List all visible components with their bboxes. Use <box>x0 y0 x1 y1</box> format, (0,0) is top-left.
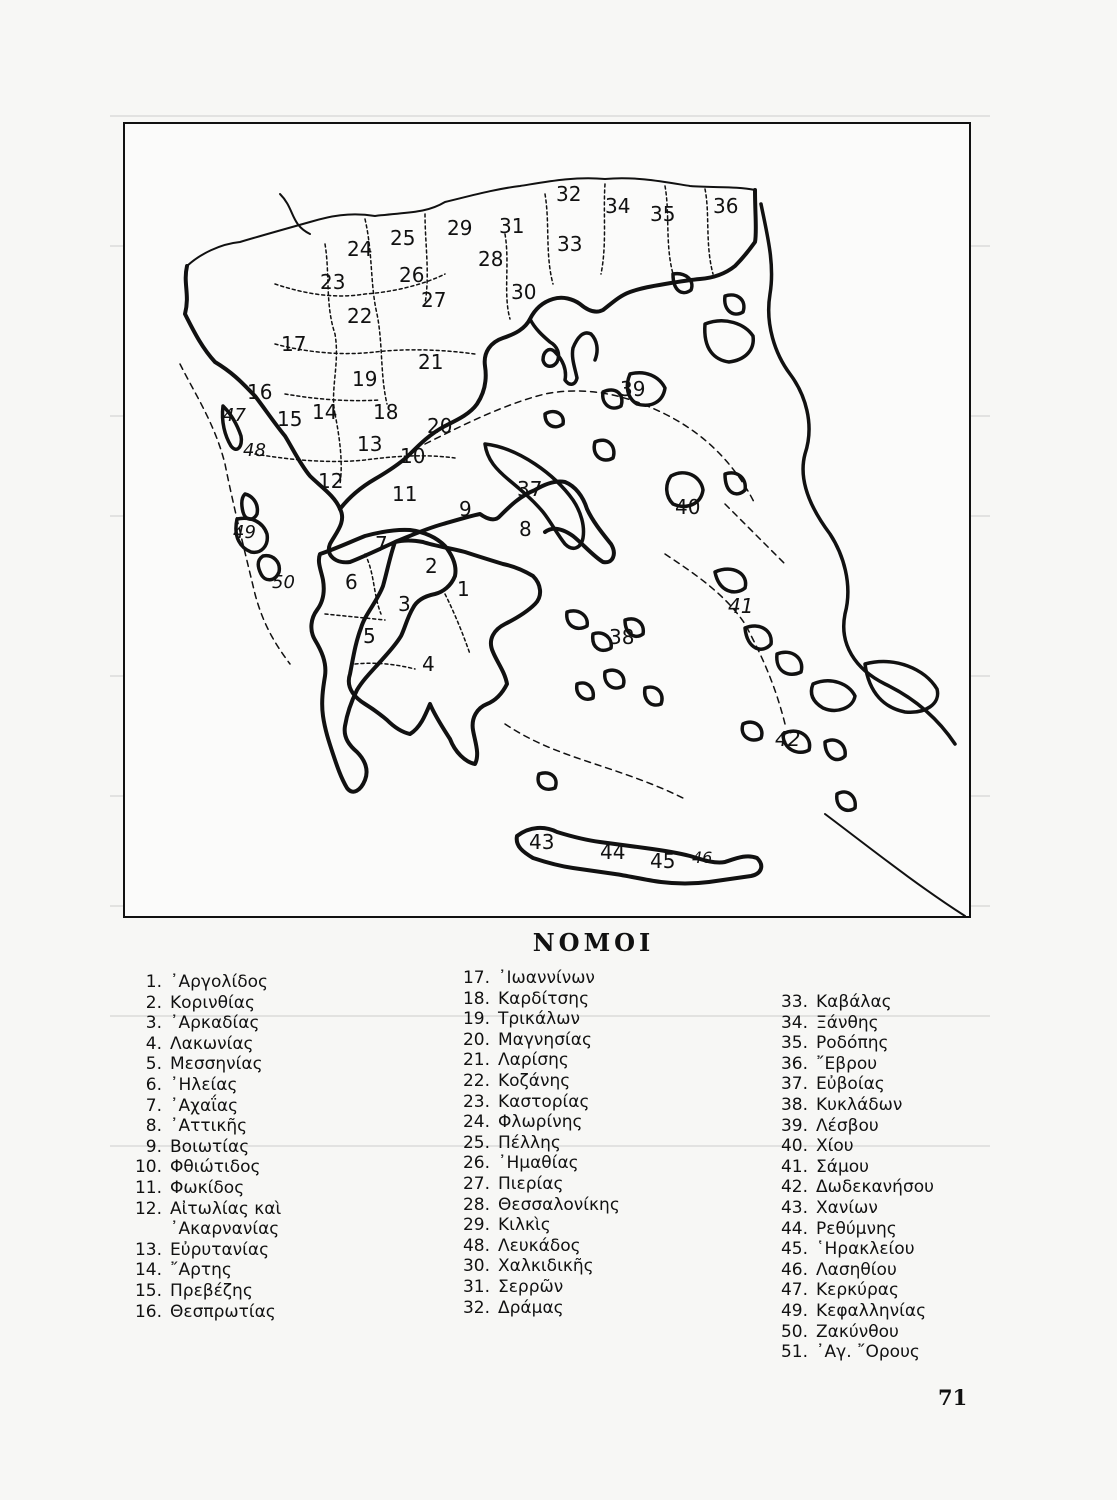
prefecture-name: Σερρῶν <box>498 1276 564 1297</box>
prefecture-entry <box>440 1071 620 1092</box>
map-label-12: 12 <box>318 469 344 493</box>
map-label-1: 1 <box>457 577 470 601</box>
prefecture-number: 16. <box>134 1301 162 1322</box>
prefecture-name: Πέλλης <box>498 1132 561 1153</box>
prefecture-entry <box>122 1054 281 1075</box>
prefecture-entry <box>440 1153 620 1174</box>
map-label-43: 43 <box>529 830 555 854</box>
prefecture-number: 18. <box>462 988 490 1009</box>
prefecture-entry <box>122 1178 281 1199</box>
prefecture-number: 31. <box>462 1276 490 1297</box>
prefecture-name: Μεσσηνίας <box>170 1054 263 1075</box>
prefecture-entry <box>122 1013 281 1034</box>
map-label-47: 47 <box>223 405 246 426</box>
map-label-21: 21 <box>418 350 444 374</box>
chalkidiki <box>530 319 597 384</box>
prefecture-name: Φωκίδος <box>170 1177 245 1198</box>
prefecture-name: Τρικάλων <box>498 1009 580 1030</box>
prefecture-entry <box>440 1298 620 1319</box>
map-label-48: 48 <box>243 440 266 461</box>
prefecture-number: 36. <box>780 1053 808 1074</box>
prefecture-number: 22. <box>462 1070 490 1091</box>
prefecture-entry <box>122 1116 281 1137</box>
prefecture-entry <box>440 1112 620 1133</box>
prefecture-name: ᾿Αγ. ῎Ορους <box>816 1342 920 1363</box>
map-label-29: 29 <box>447 216 473 240</box>
prefecture-name: Φθιώτιδος <box>170 1157 261 1178</box>
prefecture-name: Ροδόπης <box>816 1033 889 1054</box>
prefecture-number: 29. <box>462 1215 490 1236</box>
map-label-17: 17 <box>281 332 307 356</box>
prefecture-number: 23. <box>462 1091 490 1112</box>
prefecture-name: Δωδεκανήσου <box>816 1177 934 1198</box>
prefecture-name: ᾿Αργολίδος <box>170 972 268 992</box>
map-label-2: 2 <box>425 554 438 578</box>
map-label-18: 18 <box>373 400 399 424</box>
prefecture-number: 42. <box>780 1177 808 1198</box>
map-label-27: 27 <box>421 288 447 312</box>
prefecture-name: Πρεβέζης <box>170 1280 253 1301</box>
prefecture-number: 2. <box>145 992 162 1013</box>
map-label-33: 33 <box>557 232 583 256</box>
map-label-38: 38 <box>609 625 635 649</box>
prefecture-number: 6. <box>145 1074 162 1095</box>
prefecture-entry <box>770 1260 934 1281</box>
map-label-5: 5 <box>363 624 376 648</box>
map-label-13: 13 <box>357 432 383 456</box>
prefecture-entry <box>770 1157 934 1178</box>
prefecture-name: Κερκύρας <box>816 1280 899 1301</box>
prefecture-name: Σάμου <box>816 1156 870 1177</box>
prefecture-name: ᾿Ηλείας <box>170 1074 238 1095</box>
prefecture-entry <box>440 1174 620 1195</box>
prefecture-entry <box>770 1239 934 1260</box>
prefecture-number: 26. <box>462 1153 490 1174</box>
map-label-28: 28 <box>478 247 504 271</box>
prefecture-name: Καρδίτσης <box>498 988 590 1009</box>
prefecture-number: 8. <box>145 1116 162 1137</box>
prefecture-entry <box>440 1236 620 1257</box>
map-label-25: 25 <box>390 226 416 250</box>
prefecture-number: 17. <box>462 968 490 988</box>
prefecture-number: 49. <box>780 1300 808 1321</box>
lefkada <box>242 494 258 519</box>
map-label-32: 32 <box>556 182 582 206</box>
map-label-6: 6 <box>345 570 358 594</box>
prefecture-number: 20. <box>462 1029 490 1050</box>
prefecture-name: Κιλκὶς <box>498 1215 551 1236</box>
prefecture-number: 48. <box>462 1235 490 1256</box>
prefecture-name: ᾿Ακαρνανίας <box>170 1219 280 1240</box>
prefecture-entry <box>770 1177 934 1198</box>
prefecture-entry <box>122 1199 281 1220</box>
legend-column-1 <box>122 972 281 1322</box>
prefecture-name: Καβάλας <box>816 992 892 1012</box>
asia-minor-coast <box>761 204 955 744</box>
prefecture-entry <box>440 1256 620 1277</box>
map-label-50: 50 <box>272 572 295 593</box>
map-label-4: 4 <box>422 652 435 676</box>
map-label-30: 30 <box>511 280 537 304</box>
prefecture-number: 34. <box>780 1012 808 1033</box>
prefecture-entry <box>440 968 620 989</box>
map-label-8: 8 <box>519 517 532 541</box>
prefecture-entry <box>440 1277 620 1298</box>
prefecture-entry <box>770 1013 934 1034</box>
map-label-45: 45 <box>650 849 676 873</box>
prefecture-entry <box>122 1260 281 1281</box>
prefecture-number: 35. <box>780 1033 808 1054</box>
map-label-10: 10 <box>400 444 426 468</box>
prefecture-number: 50. <box>780 1321 808 1342</box>
prefecture-number: 46. <box>780 1259 808 1280</box>
prefecture-entry <box>122 1219 281 1240</box>
map-label-42: 42 <box>775 727 801 751</box>
map-label-7: 7 <box>375 532 388 556</box>
prefecture-name: ᾿Ημαθίας <box>498 1153 579 1174</box>
prefecture-number: 14. <box>134 1260 162 1281</box>
prefecture-entry <box>770 1074 934 1095</box>
prefecture-name: Εὐρυτανίας <box>170 1239 270 1260</box>
prefecture-name: Πιερίας <box>498 1173 564 1194</box>
map-label-3: 3 <box>398 592 411 616</box>
prefecture-entry <box>122 972 281 993</box>
prefecture-name: Εὐβοίας <box>816 1074 885 1095</box>
prefecture-entry <box>122 1302 281 1323</box>
prefecture-entry <box>770 1301 934 1322</box>
prefecture-number: 27. <box>462 1173 490 1194</box>
map-label-36: 36 <box>713 194 739 218</box>
prefecture-number: 25. <box>462 1132 490 1153</box>
prefecture-number <box>122 1219 170 1240</box>
prefecture-entry <box>440 1215 620 1236</box>
prefecture-name: Λευκάδος <box>498 1235 581 1256</box>
map-drawing <box>125 124 969 916</box>
prefecture-entry <box>122 1157 281 1178</box>
prefecture-entry <box>770 1342 934 1363</box>
prefecture-name: Κορινθίας <box>170 992 255 1013</box>
legend-column-3 <box>770 992 934 1363</box>
prefecture-entry <box>440 1030 620 1051</box>
prefecture-name: Κυκλάδων <box>816 1094 903 1115</box>
prefecture-entry <box>440 1050 620 1071</box>
prefecture-name: Ζακύνθου <box>816 1321 899 1342</box>
prefecture-name: Βοιωτίας <box>170 1136 250 1157</box>
prefecture-name: Λασηθίου <box>816 1259 897 1280</box>
prefecture-name: Λαρίσης <box>498 1050 569 1071</box>
prefecture-number: 32. <box>462 1297 490 1318</box>
prefecture-entry <box>770 1095 934 1116</box>
prefecture-name: Ξάνθης <box>816 1012 879 1033</box>
prefecture-entry <box>770 1280 934 1301</box>
prefecture-number: 40. <box>780 1136 808 1157</box>
prefecture-name: ῎Εβρου <box>816 1053 878 1074</box>
prefecture-name: Αἰτωλίας καὶ <box>170 1198 282 1219</box>
page-number: 71 <box>938 1385 968 1410</box>
prefecture-entry <box>770 1322 934 1343</box>
prefecture-number: 45. <box>780 1239 808 1260</box>
prefecture-number: 11. <box>134 1177 162 1198</box>
prefecture-number: 37. <box>780 1074 808 1095</box>
prefecture-number: 21. <box>462 1050 490 1071</box>
prefecture-number: 43. <box>780 1197 808 1218</box>
prefecture-name: Κοζάνης <box>498 1070 571 1091</box>
prefecture-number: 33. <box>780 992 808 1012</box>
map-label-23: 23 <box>320 270 346 294</box>
map-label-22: 22 <box>347 304 373 328</box>
prefecture-entry <box>770 1033 934 1054</box>
prefecture-entry <box>440 1092 620 1113</box>
prefecture-number: 51. <box>780 1342 808 1363</box>
prefecture-name: Χίου <box>816 1136 854 1157</box>
prefecture-entry <box>122 1281 281 1302</box>
prefecture-entry <box>770 1198 934 1219</box>
prefecture-entry <box>122 1096 281 1117</box>
prefecture-name: ᾿Αττικῆς <box>170 1116 248 1137</box>
prefecture-number: 7. <box>145 1095 162 1116</box>
prefecture-number: 13. <box>134 1239 162 1260</box>
prefecture-number: 44. <box>780 1218 808 1239</box>
prefecture-name: Χανίων <box>816 1197 878 1218</box>
prefecture-name: Δράμας <box>498 1297 564 1318</box>
map-label-37: 37 <box>517 477 543 501</box>
prefecture-number: 3. <box>145 1013 162 1034</box>
prefecture-name: Λακωνίας <box>170 1033 254 1054</box>
prefecture-name: Χαλκιδικῆς <box>498 1256 594 1277</box>
prefecture-number: 28. <box>462 1194 490 1215</box>
map-label-20: 20 <box>427 414 453 438</box>
prefecture-number: 41. <box>780 1156 808 1177</box>
prefecture-name: Θεσπρωτίας <box>170 1301 276 1322</box>
prefecture-name: ῾Ηρακλείου <box>816 1239 915 1260</box>
map-label-41: 41 <box>728 594 754 618</box>
prefecture-entry <box>122 993 281 1014</box>
prefecture-name: Λέσβου <box>816 1115 879 1136</box>
map-label-49: 49 <box>233 522 256 543</box>
prefecture-entry <box>770 1136 934 1157</box>
prefecture-name: ᾿Αχαΐας <box>170 1095 239 1116</box>
prefecture-entry <box>122 1034 281 1055</box>
prefecture-entry <box>122 1137 281 1158</box>
map-label-26: 26 <box>399 263 425 287</box>
map-label-39: 39 <box>620 377 646 401</box>
prefecture-entry <box>770 1054 934 1075</box>
prefecture-entry <box>770 1219 934 1240</box>
prefecture-name: ᾿Ιωαννίνων <box>498 968 595 988</box>
prefecture-entry <box>440 1195 620 1216</box>
prefecture-number: 4. <box>145 1033 162 1054</box>
map-label-34: 34 <box>605 194 631 218</box>
prefecture-name: Μαγνησίας <box>498 1029 592 1050</box>
map-label-16: 16 <box>247 380 273 404</box>
prefecture-name: ῎Αρτης <box>170 1260 232 1281</box>
prefecture-number: 12. <box>134 1198 162 1219</box>
prefecture-number: 9. <box>145 1136 162 1157</box>
frame-diagonal <box>825 814 965 916</box>
prefecture-number: 47. <box>780 1280 808 1301</box>
prefecture-name: Κεφαλληνίας <box>816 1300 927 1321</box>
prefecture-number: 30. <box>462 1256 490 1277</box>
prefecture-entry <box>440 989 620 1010</box>
prefecture-entry <box>122 1075 281 1096</box>
prefecture-entry <box>440 1133 620 1154</box>
prefecture-number: 38. <box>780 1094 808 1115</box>
prefecture-entry <box>770 992 934 1013</box>
prefecture-name: Θεσσαλονίκης <box>498 1194 620 1215</box>
map-label-40: 40 <box>675 495 701 519</box>
map-of-greece-prefectures <box>123 122 971 918</box>
prefecture-entry <box>122 1240 281 1261</box>
map-label-44: 44 <box>600 840 626 864</box>
map-label-14: 14 <box>312 400 338 424</box>
prefecture-number: 24. <box>462 1112 490 1133</box>
prefecture-number: 5. <box>145 1054 162 1075</box>
river-north <box>280 194 310 234</box>
map-label-19: 19 <box>352 367 378 391</box>
prefecture-number: 39. <box>780 1115 808 1136</box>
map-label-31: 31 <box>499 214 525 238</box>
map-label-35: 35 <box>650 202 676 226</box>
prefecture-name: ᾿Αρκαδίας <box>170 1013 260 1034</box>
prefecture-number: 1. <box>145 972 162 992</box>
prefecture-name: Ρεθύμνης <box>816 1218 897 1239</box>
prefecture-number: 10. <box>134 1157 162 1178</box>
prefecture-number: 15. <box>134 1280 162 1301</box>
map-label-15: 15 <box>277 407 303 431</box>
prefecture-name: Καστορίας <box>498 1091 590 1112</box>
prefecture-entry <box>770 1116 934 1137</box>
prefecture-entry <box>440 1009 620 1030</box>
map-label-24: 24 <box>347 237 373 261</box>
map-label-46: 46 <box>692 848 713 867</box>
legend-column-2 <box>440 968 620 1318</box>
prefecture-number: 19. <box>462 1009 490 1030</box>
map-label-9: 9 <box>459 497 472 521</box>
legend-title: ΝΟΜΟΙ <box>532 928 655 957</box>
prefecture-name: Φλωρίνης <box>498 1112 583 1133</box>
map-label-11: 11 <box>392 482 418 506</box>
